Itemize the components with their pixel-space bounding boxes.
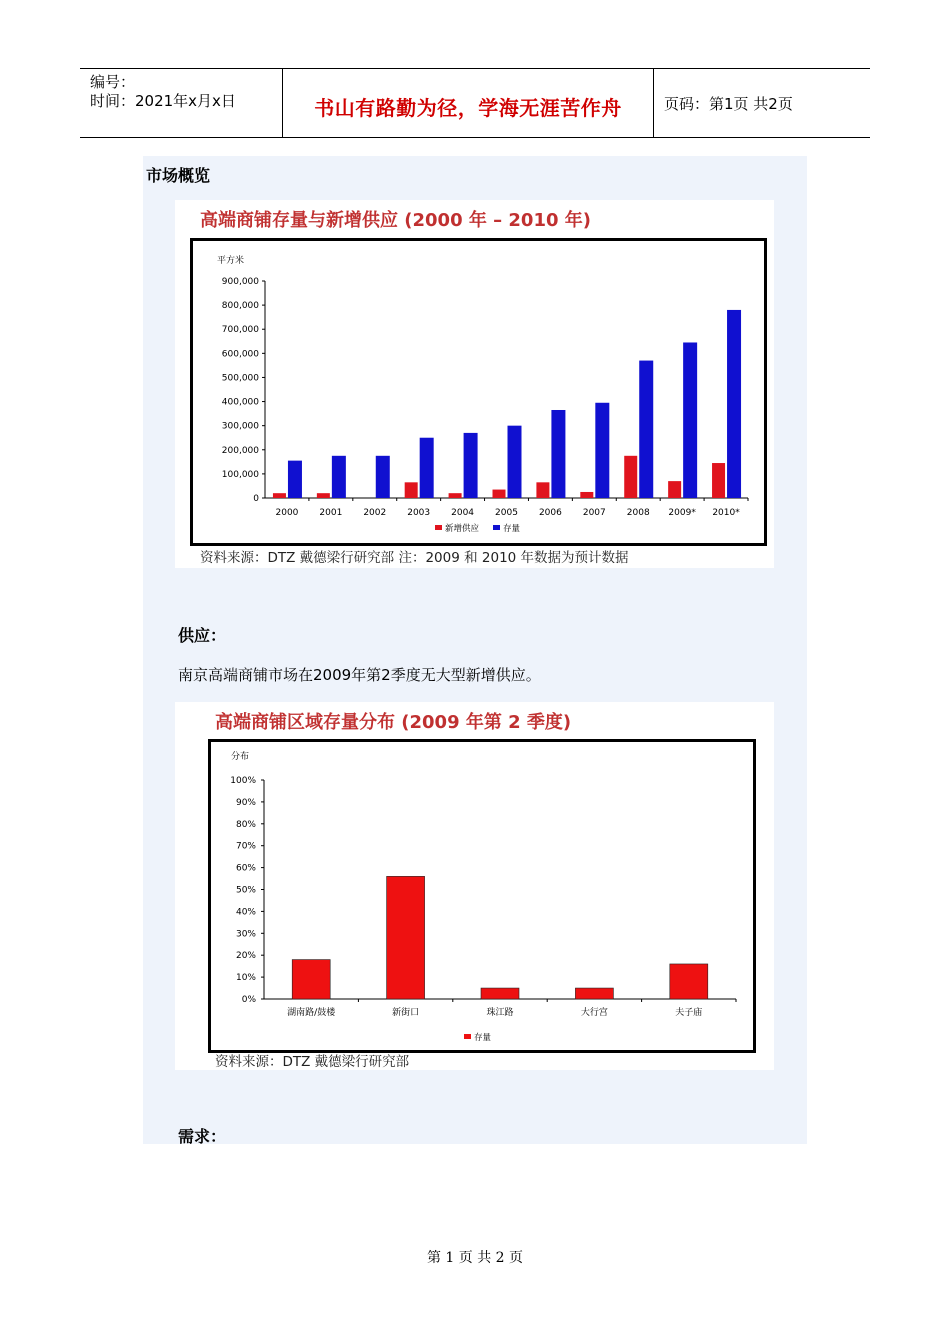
chart2-y-tick-label: 80%	[235, 819, 256, 830]
chart1-x-tick-label: 2009*	[668, 508, 696, 518]
chart1-bar-stock	[376, 456, 390, 498]
chart1-y-tick-label: 500,000	[221, 373, 259, 384]
chart1-bar-new-supply	[712, 463, 725, 498]
chart2-bar-stock	[292, 960, 330, 999]
chart1-x-tick-label: 2005	[495, 508, 518, 518]
chart1-bar-stock	[288, 461, 302, 498]
chart1-y-tick-label: 200,000	[221, 445, 259, 456]
chart2-y-tick-label: 20%	[235, 951, 256, 962]
chart2-y-tick-label: 30%	[235, 929, 256, 940]
chart2-y-tick-label: 0%	[241, 995, 256, 1005]
number-label: 编号：	[90, 73, 136, 91]
chart1-bar-new-supply	[580, 492, 593, 498]
chart1-bar-new-supply	[405, 482, 418, 498]
chart1-x-tick-label: 2001	[319, 508, 343, 518]
chart1-bar-stock	[595, 403, 609, 498]
chart1-x-tick-label: 2008	[626, 508, 650, 518]
chart1-y-tick-label: 100,000	[221, 469, 259, 480]
chart2-legend-swatch	[464, 1034, 471, 1039]
chart2-bar-stock	[481, 988, 519, 999]
chart1-unit-label: 平方米	[217, 256, 245, 266]
section-supply: 供应：	[178, 626, 227, 645]
chart1-x-tick-label: 2004	[451, 508, 475, 518]
chart2-y-tick-label: 60%	[235, 863, 256, 874]
chart1-frame	[190, 238, 767, 546]
chart1-bar-stock	[508, 426, 522, 498]
chart1-bar-stock	[727, 310, 741, 498]
chart1-title: 高端商铺存量与新增供应 (2000 年 – 2010 年)	[200, 210, 591, 231]
chart1-x-tick-label: 2010*	[712, 508, 740, 518]
chart1-x-tick-label: 2007	[582, 508, 606, 518]
chart1-legend-swatch	[493, 525, 500, 530]
chart1-legend-label: 新增供应	[445, 524, 480, 534]
chart1-bar-stock	[639, 361, 653, 498]
chart1-y-tick-label: 700,000	[221, 325, 259, 336]
chart1-legend-label: 存量	[503, 524, 521, 534]
page-info: 页码：第1页 共2页	[664, 95, 793, 113]
chart1-bar-new-supply	[668, 481, 681, 498]
time-label: 时间：2021年x月x日	[90, 92, 236, 110]
chart2-x-tick-label: 珠江路	[486, 1008, 514, 1018]
chart2-x-tick-label: 夫子庙	[675, 1008, 703, 1018]
page-footer: 第 1 页 共 2 页	[426, 1250, 524, 1266]
chart2-y-tick-label: 10%	[235, 973, 256, 984]
section-overview: 市场概览	[146, 166, 211, 185]
chart2-x-tick-label: 大行宫	[580, 1008, 608, 1018]
header-page-cell	[654, 69, 870, 137]
motto: 书山有路勤为径，学海无涯苦作舟	[314, 96, 622, 120]
chart1-plot	[193, 241, 764, 543]
chart1-bar-new-supply	[493, 490, 506, 498]
chart2-plot	[211, 742, 753, 1050]
chart1-legend-swatch	[435, 525, 442, 530]
supply-paragraph: 南京高端商铺市场在2009年第2季度无大型新增供应。	[178, 666, 541, 684]
chart2-frame	[208, 739, 756, 1053]
chart1-bar-stock	[420, 438, 434, 498]
chart1-bar-stock	[683, 342, 697, 498]
chart1-card	[175, 200, 774, 568]
chart2-y-tick-label: 40%	[235, 907, 256, 918]
header-motto-cell	[283, 69, 654, 137]
chart1-source: 资料来源：DTZ 戴德梁行研究部 注：2009 和 2010 年数据为预计数据	[200, 550, 629, 566]
chart2-y-tick-label: 50%	[235, 885, 256, 896]
chart2-legend-label: 存量	[474, 1033, 492, 1043]
chart1-y-tick-label: 400,000	[221, 397, 259, 408]
document-header	[80, 68, 870, 138]
chart1-bar-stock	[464, 433, 478, 498]
chart1-y-tick-label: 800,000	[221, 301, 259, 312]
section-demand: 需求：	[178, 1127, 227, 1146]
chart2-unit-label: 分布	[231, 752, 250, 762]
chart2-y-tick-label: 100%	[230, 776, 256, 786]
header-info-cell	[80, 69, 283, 137]
chart2-source: 资料来源：DTZ 戴德梁行研究部	[215, 1054, 410, 1070]
chart1-y-tick-label: 300,000	[221, 421, 259, 432]
chart1-bar-stock	[551, 410, 565, 498]
chart2-title: 高端商铺区域存量分布 (2009 年第 2 季度)	[215, 712, 572, 733]
chart1-x-tick-label: 2000	[275, 508, 299, 518]
chart1-bar-new-supply	[317, 493, 330, 498]
chart1-y-tick-label: 600,000	[221, 349, 259, 360]
chart2-bar-stock	[670, 964, 708, 999]
chart1-y-tick-label: 900,000	[221, 277, 259, 287]
chart1-bar-new-supply	[624, 456, 637, 498]
chart2-card	[175, 702, 774, 1070]
chart1-bar-new-supply	[273, 493, 286, 498]
chart2-y-tick-label: 70%	[235, 841, 256, 852]
chart1-x-tick-label: 2003	[407, 508, 431, 518]
chart1-x-tick-label: 2002	[363, 508, 387, 518]
chart1-bar-new-supply	[449, 493, 462, 498]
chart2-x-tick-label: 湖南路/鼓楼	[287, 1008, 336, 1018]
chart1-x-tick-label: 2006	[538, 508, 562, 518]
chart2-bar-stock	[387, 876, 425, 999]
chart2-y-tick-label: 90%	[235, 797, 256, 808]
chart1-bar-new-supply	[536, 482, 549, 498]
chart2-x-tick-label: 新街口	[392, 1008, 420, 1018]
chart2-bar-stock	[575, 988, 613, 999]
chart1-y-tick-label: 0	[253, 494, 259, 504]
chart1-bar-stock	[332, 456, 346, 498]
